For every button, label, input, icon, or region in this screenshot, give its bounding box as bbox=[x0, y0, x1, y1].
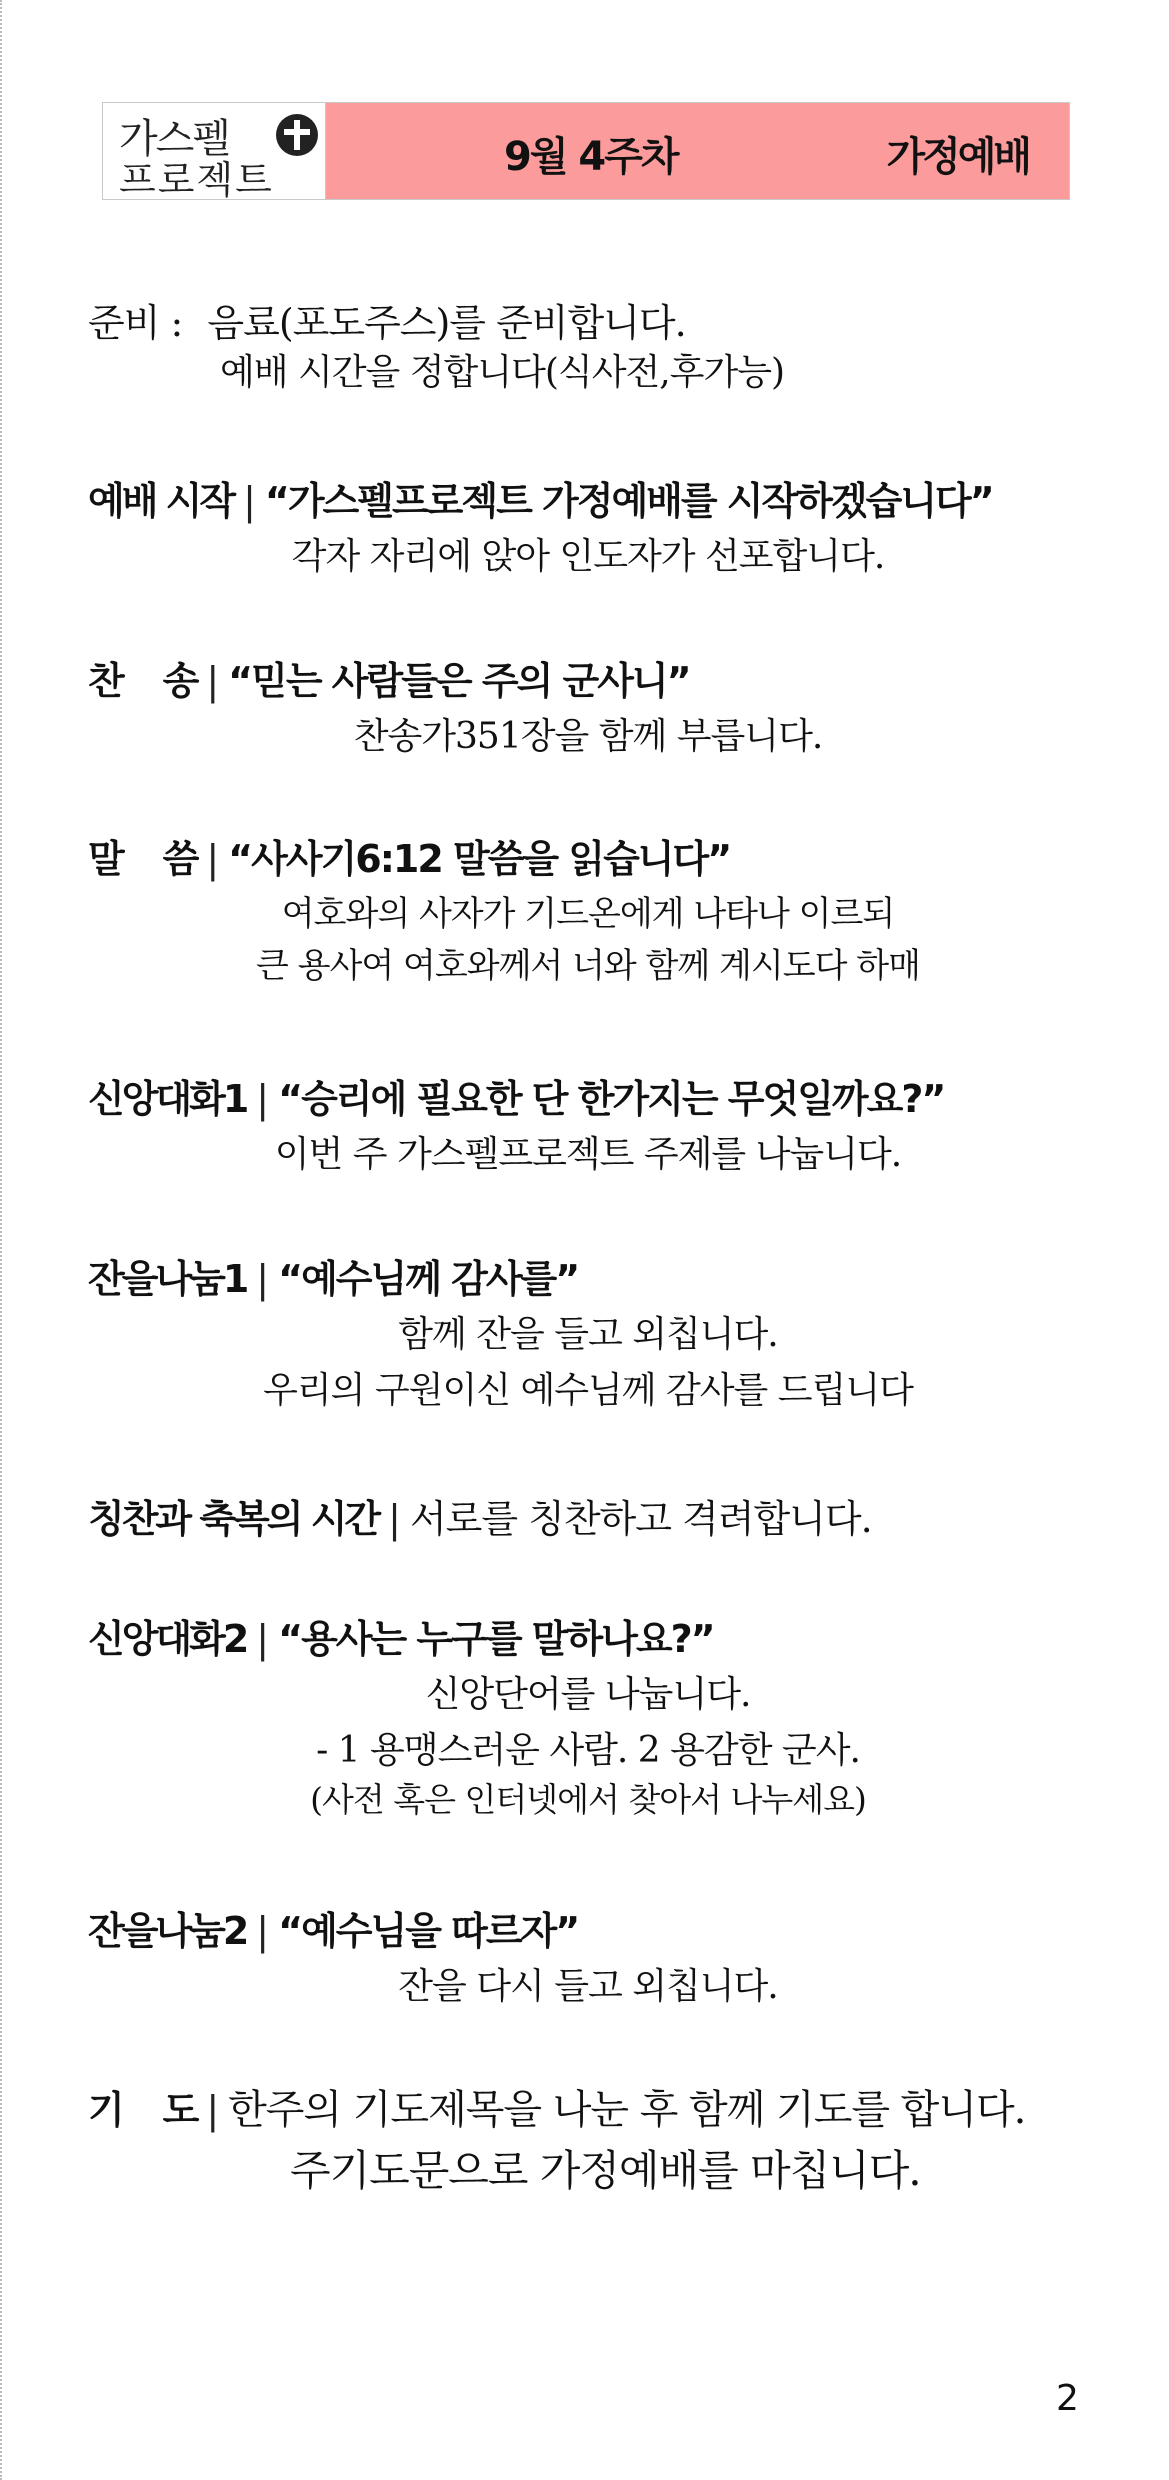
section-label: 잔을나눔1 bbox=[88, 1257, 247, 1301]
separator: | bbox=[206, 837, 219, 881]
header-band bbox=[326, 103, 1069, 199]
separator: | bbox=[256, 1257, 269, 1301]
section-quote: “믿는 사람들은 주의 군사니” bbox=[228, 659, 690, 703]
logo-line2: 프로젝트 bbox=[119, 158, 274, 202]
section-label: 잔을나눔2 bbox=[88, 1909, 247, 1953]
section-quote: “용사는 누구를 말하나요?” bbox=[278, 1617, 714, 1661]
prepare-line2: 예배 시간을 정합니다(식사전,후가능) bbox=[220, 352, 785, 393]
separator: | bbox=[388, 1497, 400, 1541]
section-label: 신앙대화1 bbox=[88, 1077, 247, 1121]
section-quote: “가스펠프로젝트 가정예배를 시작하겠습니다” bbox=[264, 479, 993, 523]
separator: | bbox=[206, 2088, 219, 2132]
section-line: 여호와의 사자가 기드온에게 나타나 이르되 bbox=[281, 894, 895, 934]
prepare-label: 준비 : bbox=[88, 301, 183, 345]
section-label: 칭찬과 축복의 시간 bbox=[88, 1497, 379, 1541]
section-line: 찬송가351장을 함께 부릅니다. bbox=[353, 716, 823, 757]
section-label: 찬 송 bbox=[88, 659, 197, 703]
separator: | bbox=[256, 1909, 269, 1953]
section-line: 큰 용사여 여호와께서 너와 함께 계시도다 하매 bbox=[256, 946, 920, 986]
section-text: 한주의 기도제목을 나눈 후 함께 기도를 합니다. bbox=[228, 2087, 1026, 2133]
week-label: 9월 4주차 bbox=[504, 134, 678, 180]
separator: | bbox=[256, 1077, 269, 1121]
section-label: 기 도 bbox=[88, 2088, 197, 2132]
prepare-line1: 음료(포도주스)를 준비합니다. bbox=[207, 301, 686, 345]
header-banner bbox=[102, 102, 1070, 200]
separator: | bbox=[206, 659, 219, 703]
page-edge-dotted-line bbox=[0, 0, 2, 2480]
section-line: (사전 혹은 인터넷에서 찾아서 나누세요) bbox=[310, 1780, 866, 1819]
section-line: 신앙단어를 나눕니다. bbox=[425, 1674, 751, 1715]
gospel-project-logo bbox=[103, 103, 326, 202]
section-text: 서로를 칭찬하고 격려합니다. bbox=[409, 1497, 872, 1541]
section-label: 말 씀 bbox=[88, 837, 197, 881]
section-quote: “예수님께 감사를” bbox=[278, 1257, 579, 1301]
section-line: 함께 잔을 들고 외칩니다. bbox=[398, 1314, 778, 1355]
separator: | bbox=[243, 479, 255, 523]
service-title: 가정예배 bbox=[886, 134, 1029, 180]
section-quote: “예수님을 따르자” bbox=[278, 1909, 579, 1953]
section-line: 주기도문으로 가정예배를 마칩니다. bbox=[290, 2146, 921, 2195]
section-line: 이번 주 가스펠프로젝트 주제를 나눕니다. bbox=[274, 1134, 902, 1175]
separator: | bbox=[256, 1617, 269, 1661]
section-label: 예배 시작 bbox=[88, 479, 234, 523]
section-line: 우리의 구원이신 예수님께 감사를 드립니다 bbox=[263, 1370, 913, 1411]
section-line: - 1 용맹스러운 사람. 2 용감한 군사. bbox=[316, 1730, 860, 1771]
cross-icon bbox=[275, 113, 319, 157]
section-quote: “승리에 필요한 단 한가지는 무엇일까요?” bbox=[278, 1077, 945, 1121]
logo-line1: 가스펠 bbox=[119, 116, 229, 162]
section-line: 각자 자리에 앉아 인도자가 선포합니다. bbox=[291, 536, 885, 577]
section-label: 신앙대화2 bbox=[88, 1617, 247, 1661]
page-number: 2 bbox=[1056, 2378, 1079, 2419]
section-quote: “사사기6:12 말씀을 읽습니다” bbox=[228, 837, 731, 881]
section-line: 잔을 다시 들고 외칩니다. bbox=[398, 1966, 778, 2007]
